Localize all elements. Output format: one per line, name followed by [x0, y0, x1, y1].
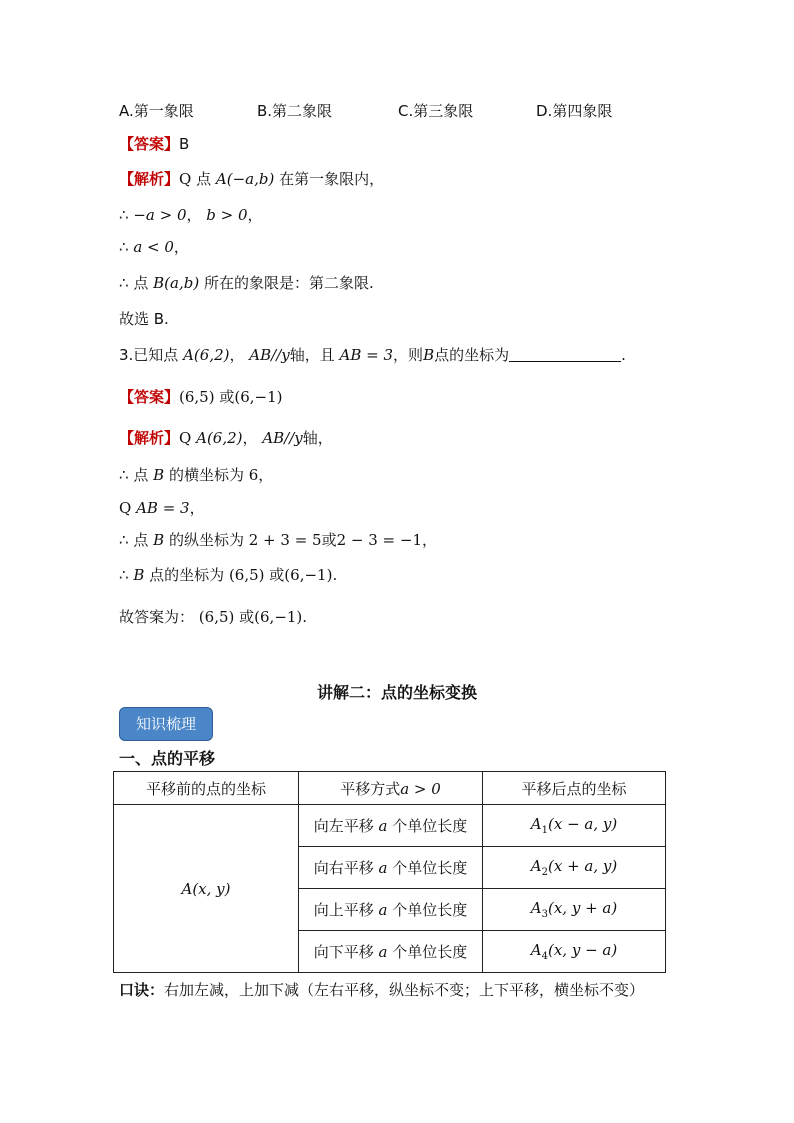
- separator: ，: [242, 429, 258, 447]
- method-cell: [299, 931, 483, 973]
- subscript: 2: [541, 867, 548, 878]
- q3-analysis-line-1: [119, 428, 333, 448]
- math-expression: (6,−1): [254, 608, 303, 626]
- math-expression: A: [530, 899, 542, 917]
- q2-conclusion: 故选 B.: [119, 310, 169, 328]
- math-expression: B: [423, 346, 435, 364]
- separator: .: [621, 346, 626, 364]
- text: 的横坐标为: [168, 466, 244, 484]
- separator: ，: [173, 238, 189, 256]
- math-expression: a > 0: [400, 779, 441, 798]
- text: 向右平移: [313, 859, 374, 877]
- math-expression: A: [530, 815, 542, 833]
- math-expression: A(6,2): [196, 429, 243, 447]
- text: 或: [269, 566, 285, 584]
- separator: .: [332, 566, 338, 584]
- text: 个单位长度: [392, 943, 468, 961]
- math-expression: AB = 3: [339, 346, 394, 364]
- option-c: C.第三象限: [398, 102, 474, 120]
- method-cell: [299, 805, 483, 847]
- section-title: 讲解二：点的坐标变换: [316, 683, 477, 702]
- answer-blank: [509, 347, 621, 362]
- header-method: [299, 772, 483, 805]
- therefore-symbol: ∴: [119, 206, 129, 224]
- text: 所在的象限是：第二象限.: [203, 274, 374, 292]
- result-cell: [483, 805, 666, 847]
- math-expression: (6,5): [228, 566, 265, 584]
- therefore-symbol: ∴: [119, 466, 129, 484]
- point-b-expression: B(a,b): [153, 274, 200, 292]
- math-expression: a: [378, 901, 388, 919]
- q2-analysis-line-3: [119, 237, 189, 257]
- separator: ，: [258, 466, 274, 484]
- analysis-label: 【解析】: [119, 429, 180, 447]
- text: ，则: [393, 346, 424, 364]
- math-expression: AB = 3: [136, 499, 190, 517]
- mnemonic-text: 右加左减，上加下减（左右平移，纵坐标不变；上下平移，横坐标不变）: [164, 981, 645, 999]
- math-expression: A: [530, 941, 542, 959]
- because-symbol: Q: [179, 429, 192, 447]
- text: 点: [196, 170, 212, 188]
- knowledge-badge: 知识梳理: [119, 707, 213, 741]
- mnemonic-line: [119, 979, 644, 1000]
- text: 向上平移: [313, 901, 374, 919]
- math-expression: AB//y: [262, 429, 303, 447]
- point-a-expression: A(−a,b): [215, 170, 275, 188]
- math-expression: B: [153, 531, 165, 549]
- math-expression: (x + a, y): [547, 857, 618, 875]
- subscript: 1: [541, 825, 548, 836]
- result-cell: [483, 931, 666, 973]
- math-expression: (6,5): [179, 388, 215, 406]
- q2-analysis-line-1: [119, 169, 384, 189]
- text: 点: [133, 531, 149, 549]
- text: 点的坐标为: [434, 346, 510, 364]
- origin-cell: [114, 805, 299, 973]
- q2-answer-value: B: [179, 135, 190, 153]
- q3-analysis-line-5: [119, 565, 337, 585]
- because-symbol: Q: [179, 170, 192, 188]
- text: 的纵坐标为: [168, 531, 244, 549]
- math-expression: A(6,2): [183, 346, 230, 364]
- text: 个单位长度: [392, 859, 468, 877]
- text: 向下平移: [313, 943, 374, 961]
- text: 点: [133, 274, 149, 292]
- text: 轴，: [302, 429, 333, 447]
- q3-analysis-line-2: [119, 465, 273, 485]
- math-expression: (6,−1): [234, 388, 283, 406]
- therefore-symbol: ∴: [119, 566, 129, 584]
- header-after: 平移后点的坐标: [483, 772, 666, 805]
- subsection-title: 一、点的平移: [119, 749, 216, 768]
- method-cell: [299, 889, 483, 931]
- because-symbol: Q: [119, 499, 132, 517]
- math-expression: B: [153, 466, 165, 484]
- math-expression: (6,5): [198, 608, 235, 626]
- math-expression: (x − a, y): [547, 815, 618, 833]
- math-expression: a < 0: [133, 238, 174, 256]
- header-before: 平移前的点的坐标: [114, 772, 299, 805]
- option-d: D.第四象限: [536, 102, 613, 120]
- therefore-symbol: ∴: [119, 238, 129, 256]
- option-a: A.第一象限: [119, 102, 194, 120]
- result-cell: [483, 889, 666, 931]
- q3-analysis-line-4: [119, 530, 437, 550]
- text: 平移方式: [340, 779, 401, 798]
- subscript: 3: [541, 909, 548, 920]
- text: 或: [239, 608, 255, 626]
- math-expression: a: [378, 943, 388, 961]
- mnemonic-label: 口诀：: [119, 981, 165, 999]
- text: 或: [321, 531, 337, 549]
- answer-label: 【答案】: [119, 388, 180, 406]
- method-cell: [299, 847, 483, 889]
- table-row: [114, 805, 666, 847]
- q3-analysis-line-3: [119, 498, 205, 518]
- text: 点的坐标为: [149, 566, 225, 584]
- q2-answer-line: [119, 134, 189, 154]
- math-expression: 2 − 3 = −1: [336, 531, 423, 549]
- math-expression: b > 0: [206, 206, 248, 224]
- text: 向左平移: [313, 817, 374, 835]
- separator: ，: [247, 206, 263, 224]
- math-expression: 2 + 3 = 5: [248, 531, 322, 549]
- analysis-label: 【解析】: [119, 170, 180, 188]
- separator: ，: [229, 346, 245, 364]
- text: 个单位长度: [392, 901, 468, 919]
- math-expression: a: [378, 817, 388, 835]
- separator: ，: [189, 499, 205, 517]
- math-expression: AB//y: [249, 346, 290, 364]
- q2-analysis-line-4: [119, 273, 374, 293]
- q3-answer-line: [119, 387, 283, 407]
- math-expression: −a > 0: [133, 206, 187, 224]
- therefore-symbol: ∴: [119, 531, 129, 549]
- math-expression: B: [133, 566, 145, 584]
- math-expression: a: [378, 859, 388, 877]
- answer-label: 【答案】: [119, 135, 180, 153]
- option-b: B.第二象限: [257, 102, 333, 120]
- therefore-symbol: ∴: [119, 274, 129, 292]
- text: 轴，且: [289, 346, 335, 364]
- subscript: 4: [541, 951, 548, 962]
- text: 3.已知点: [119, 346, 179, 364]
- text: 在第一象限内，: [279, 170, 385, 188]
- q3-stem: [119, 345, 626, 365]
- result-cell: [483, 847, 666, 889]
- math-expression: (6,−1): [284, 566, 333, 584]
- q3-final-answer: [119, 607, 307, 627]
- math-expression: A: [530, 857, 542, 875]
- text: 个单位长度: [392, 817, 468, 835]
- math-expression: (x, y + a): [547, 899, 618, 917]
- text: 故答案为：: [119, 608, 195, 626]
- table-header-row: [114, 772, 666, 805]
- text: 点: [133, 466, 149, 484]
- translation-table: [113, 771, 666, 973]
- separator: .: [302, 608, 308, 626]
- separator: ，: [186, 206, 202, 224]
- separator: ，: [422, 531, 438, 549]
- math-expression: (x, y − a): [547, 941, 618, 959]
- math-expression: 6: [248, 466, 259, 484]
- q2-analysis-line-2: [119, 205, 263, 225]
- origin-point: A(x, y): [181, 879, 231, 898]
- text: 或: [219, 388, 235, 406]
